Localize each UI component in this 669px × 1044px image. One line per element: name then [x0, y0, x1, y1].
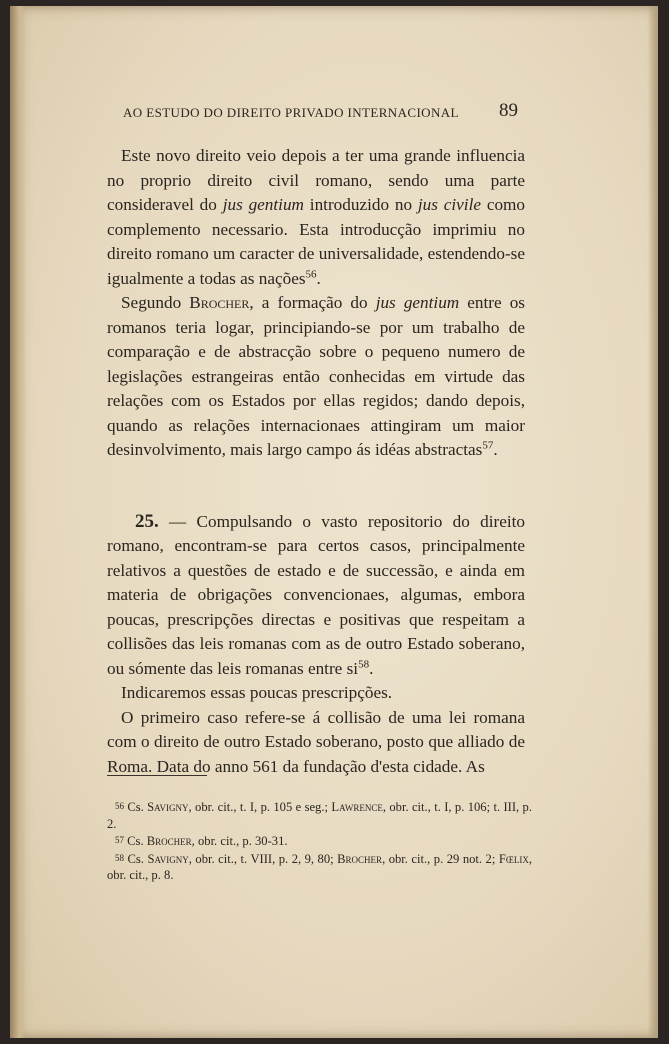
text: , obr. cit., t. I, p. 106; t. III, p. 2.	[107, 800, 532, 831]
text: , obr. cit., p. 30-31.	[191, 834, 288, 848]
paragraph-2	[107, 291, 525, 463]
author-name: Savigny	[147, 800, 189, 814]
paragraph-5: O primeiro caso refere-se á collisão de uma lei romana com o direito de outro Estado soberano, posto que alliado de Roma. Data do anno 561 da fundação d'esta cidade. As	[107, 707, 525, 776]
text: .	[369, 658, 374, 678]
author-name: Brocher	[189, 293, 250, 312]
page-number: 89	[499, 100, 518, 121]
footnotes	[107, 798, 532, 884]
latin-term: jus civile	[417, 195, 481, 214]
text: , obr. cit., p. 8.	[107, 851, 533, 882]
paragraph-3	[107, 510, 525, 682]
text: , obr. cit., p. 29 not. 2;	[382, 851, 499, 866]
body-text	[107, 144, 525, 779]
footnote-number: 58	[115, 852, 124, 863]
text: introduzido no	[303, 195, 418, 214]
text: Cs.	[127, 834, 147, 848]
section-number: 25.	[135, 510, 159, 532]
text: , obr. cit., t. VIII, p. 2, 9, 80;	[188, 851, 338, 866]
text: , a formação do	[249, 293, 376, 312]
footnote-ref-58: 58	[358, 657, 370, 670]
running-head: AO ESTUDO DO DIREITO PRIVADO INTERNACIONAL	[123, 105, 459, 120]
paragraph-1	[107, 144, 525, 291]
author-name: Brocher	[337, 851, 383, 866]
footnote-rule	[107, 775, 207, 776]
text: Segundo	[121, 293, 190, 312]
text: — Compulsando o vasto repositorio do direito romano, encontram-se para certos casos, principalmente relativos a questões de estado e de successão, e ainda em materia de obrigações convencionaes, algumas, embora poucas, prescripções directas e positivas que respeitam a collisões das leis romanas com as de outro Estado soberano, ou sómente das leis romanas entre si	[107, 511, 525, 678]
footnote-number: 57	[115, 835, 124, 845]
page-header	[123, 100, 518, 124]
text: .	[493, 440, 498, 459]
page-edge-shadow	[648, 6, 658, 1038]
author-name: Savigny	[147, 851, 189, 866]
text: .	[316, 268, 321, 288]
footnote-ref-57: 57	[482, 439, 494, 452]
footnote-number: 56	[115, 801, 124, 811]
footnote-ref-56: 56	[305, 267, 317, 280]
footnote-57	[107, 832, 532, 850]
footnote-58	[107, 850, 532, 884]
paragraph-4: Indicaremos essas poucas prescripções.	[121, 683, 393, 702]
text: entre os romanos teria logar, principiando-se por um trabalho de comparação e de abstracção sobre o pequeno numero de legislações estrangeiras então conhecidas em virtude das relações com os Estados por ellas regidos; dando depois, quando as relações internacionaes attingiram um maior desinvolvimento, mais largo campo ás idéas abstractas	[107, 293, 525, 459]
text: Cs.	[127, 851, 148, 866]
text: como complemento necessario. Esta introducção imprimiu no direito romano um caracter de universalidade, estendendo-se igualmente a todas as nações	[107, 195, 526, 288]
page-gutter-shadow	[10, 6, 26, 1038]
latin-term: jus gentium	[375, 293, 460, 312]
author-name: Brocher	[146, 834, 192, 848]
latin-term: jus gentium	[222, 195, 304, 214]
author-name: Lawrence	[331, 800, 383, 814]
footnote-56	[107, 798, 532, 832]
text: , obr. cit., t. I, p. 105 e seg.;	[188, 800, 332, 814]
author-name: Fœlix	[498, 851, 529, 866]
section-gap	[107, 463, 525, 510]
text: Este novo direito veio depois a ter uma grande influencia no proprio direito civil romano, sendo uma parte consideravel do	[107, 146, 525, 214]
text: Cs.	[127, 800, 148, 814]
